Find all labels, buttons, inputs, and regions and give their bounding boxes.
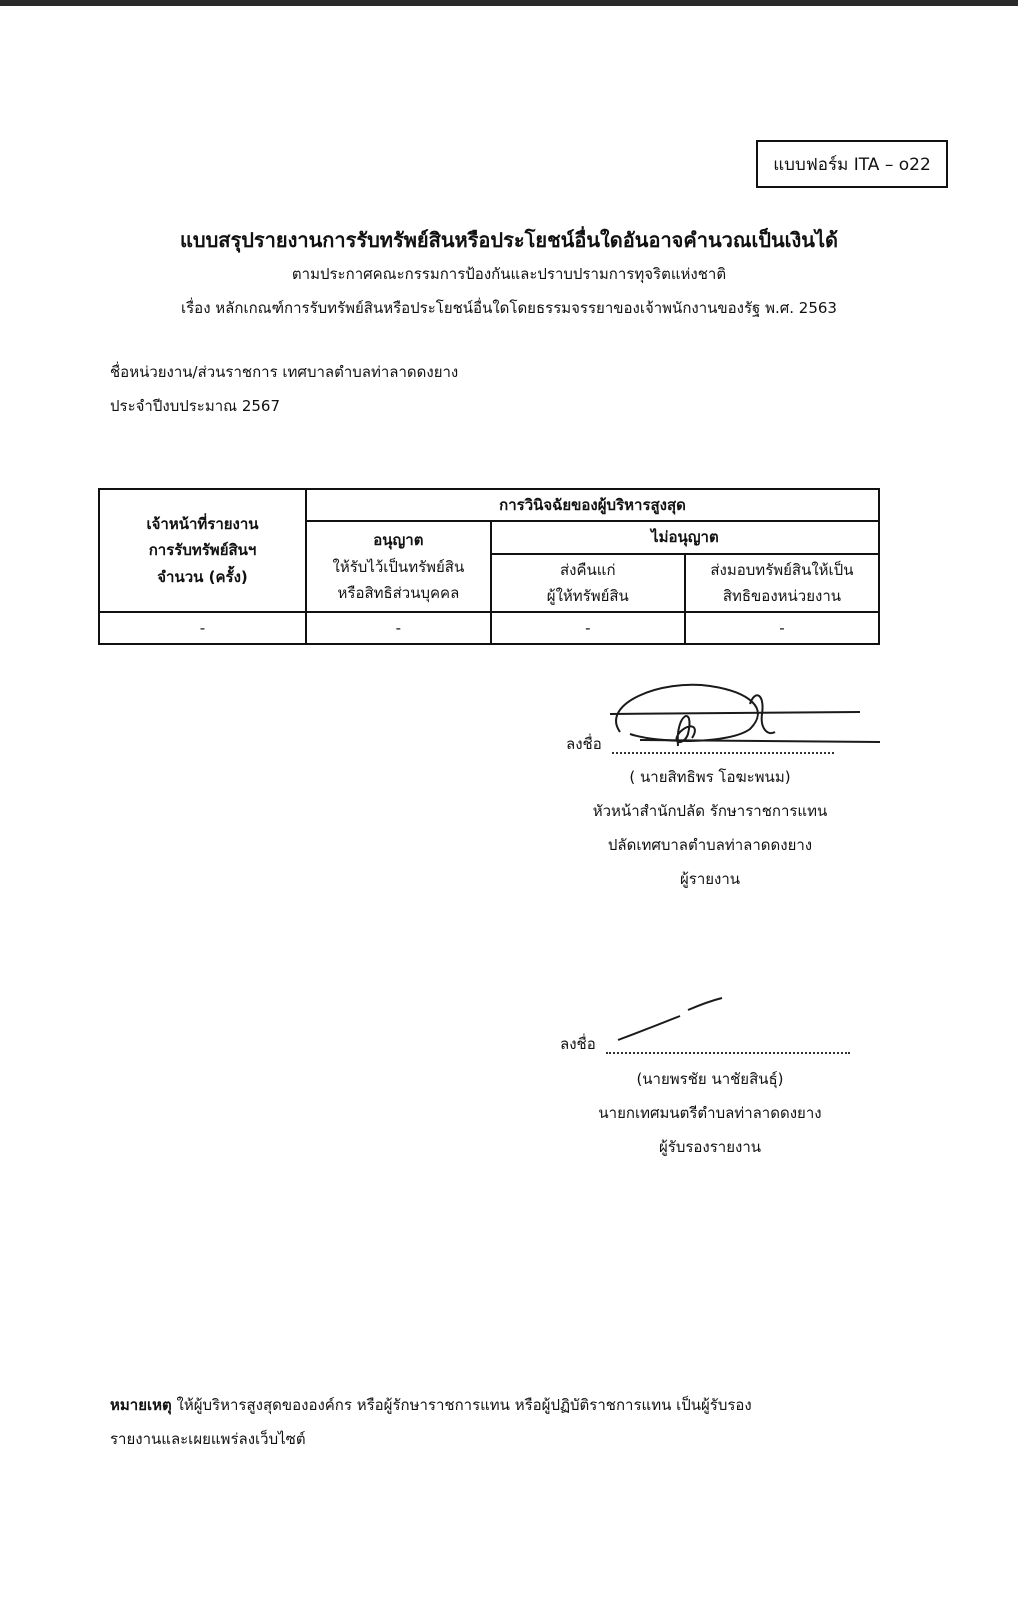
- footnote-text-1: ให้ผู้บริหารสูงสุดขององค์กร หรือผู้รักษาราชการแทน หรือผู้ปฏิบัติราชการแทน เป็นผู้รับรอง: [176, 1396, 752, 1414]
- footnote-label: หมายเหตุ: [110, 1396, 172, 1414]
- cell-deny-transfer: -: [685, 612, 879, 644]
- cell-report-count: -: [99, 612, 306, 644]
- footnote: [110, 1388, 930, 1456]
- reporter-signature-mark: [600, 674, 890, 754]
- certifier-role: ผู้รับรองรายงาน: [658, 1138, 762, 1156]
- certifier-signature-mark: [610, 990, 770, 1050]
- document-subtitle-2: เรื่อง หลักเกณฑ์การรับทรัพย์สินหรือประโยชน์อื่นใดโดยธรรมจรรยาของเจ้าพนักงานของรัฐ พ.ศ. 2563: [181, 299, 837, 317]
- cell-deny-return: -: [491, 612, 685, 644]
- header-allow: อนุญาต ให้รับไว้เป็นทรัพย์สิน หรือสิทธิส่วนบุคคล: [306, 521, 491, 612]
- report-table: [98, 488, 880, 645]
- certifier-sign-label: ลงชื่อ: [560, 1035, 596, 1053]
- form-code-box: แบบฟอร์ม ITA – o22: [756, 140, 948, 188]
- reporter-role: ผู้รายงาน: [679, 870, 741, 888]
- reporter-name: ( นายสิทธิพร โอฆะพนม): [629, 768, 791, 786]
- scan-top-edge: [0, 0, 1018, 6]
- footnote-text-2: รายงานและเผยแพร่ลงเว็บไซต์: [110, 1430, 306, 1448]
- reporter-sign-label: ลงชื่อ: [566, 735, 602, 753]
- certifier-sign-dotted-line: [606, 1052, 850, 1054]
- reporter-position-2: ปลัดเทศบาลตำบลท่าลาดดงยาง: [607, 836, 813, 854]
- cell-allow: -: [306, 612, 491, 644]
- header-decision: การวินิจฉัยของผู้บริหารสูงสุด: [306, 489, 879, 521]
- document-subtitle-1: ตามประกาศคณะกรรมการป้องกันและปราบปรามการทุจริตแห่งชาติ: [291, 265, 727, 283]
- certifier-name: (นายพรชัย นาชัยสินธุ์): [636, 1070, 784, 1088]
- header-report-count: เจ้าหน้าที่รายงาน การรับทรัพย์สินฯ จำนวน (ครั้ง): [99, 489, 306, 612]
- agency-line: ชื่อหน่วยงาน/ส่วนราชการ เทศบาลตำบลท่าลาดดงยาง: [110, 363, 459, 381]
- fiscal-year-line: ประจำปีงบประมาณ 2567: [110, 397, 281, 415]
- table-row: [99, 612, 879, 644]
- document-title: แบบสรุปรายงานการรับทรัพย์สินหรือประโยชน์อื่นใดอันอาจคำนวณเป็นเงินได้: [179, 228, 838, 252]
- header-deny: ไม่อนุญาต: [491, 521, 879, 553]
- reporter-position-1: หัวหน้าสำนักปลัด รักษาราชการแทน: [592, 802, 828, 820]
- header-deny-return: ส่งคืนแก่ ผู้ให้ทรัพย์สิน: [491, 554, 685, 613]
- header-deny-transfer: ส่งมอบทรัพย์สินให้เป็น สิทธิของหน่วยงาน: [685, 554, 879, 613]
- certifier-position: นายกเทศมนตรีตำบลท่าลาดดงยาง: [598, 1104, 822, 1122]
